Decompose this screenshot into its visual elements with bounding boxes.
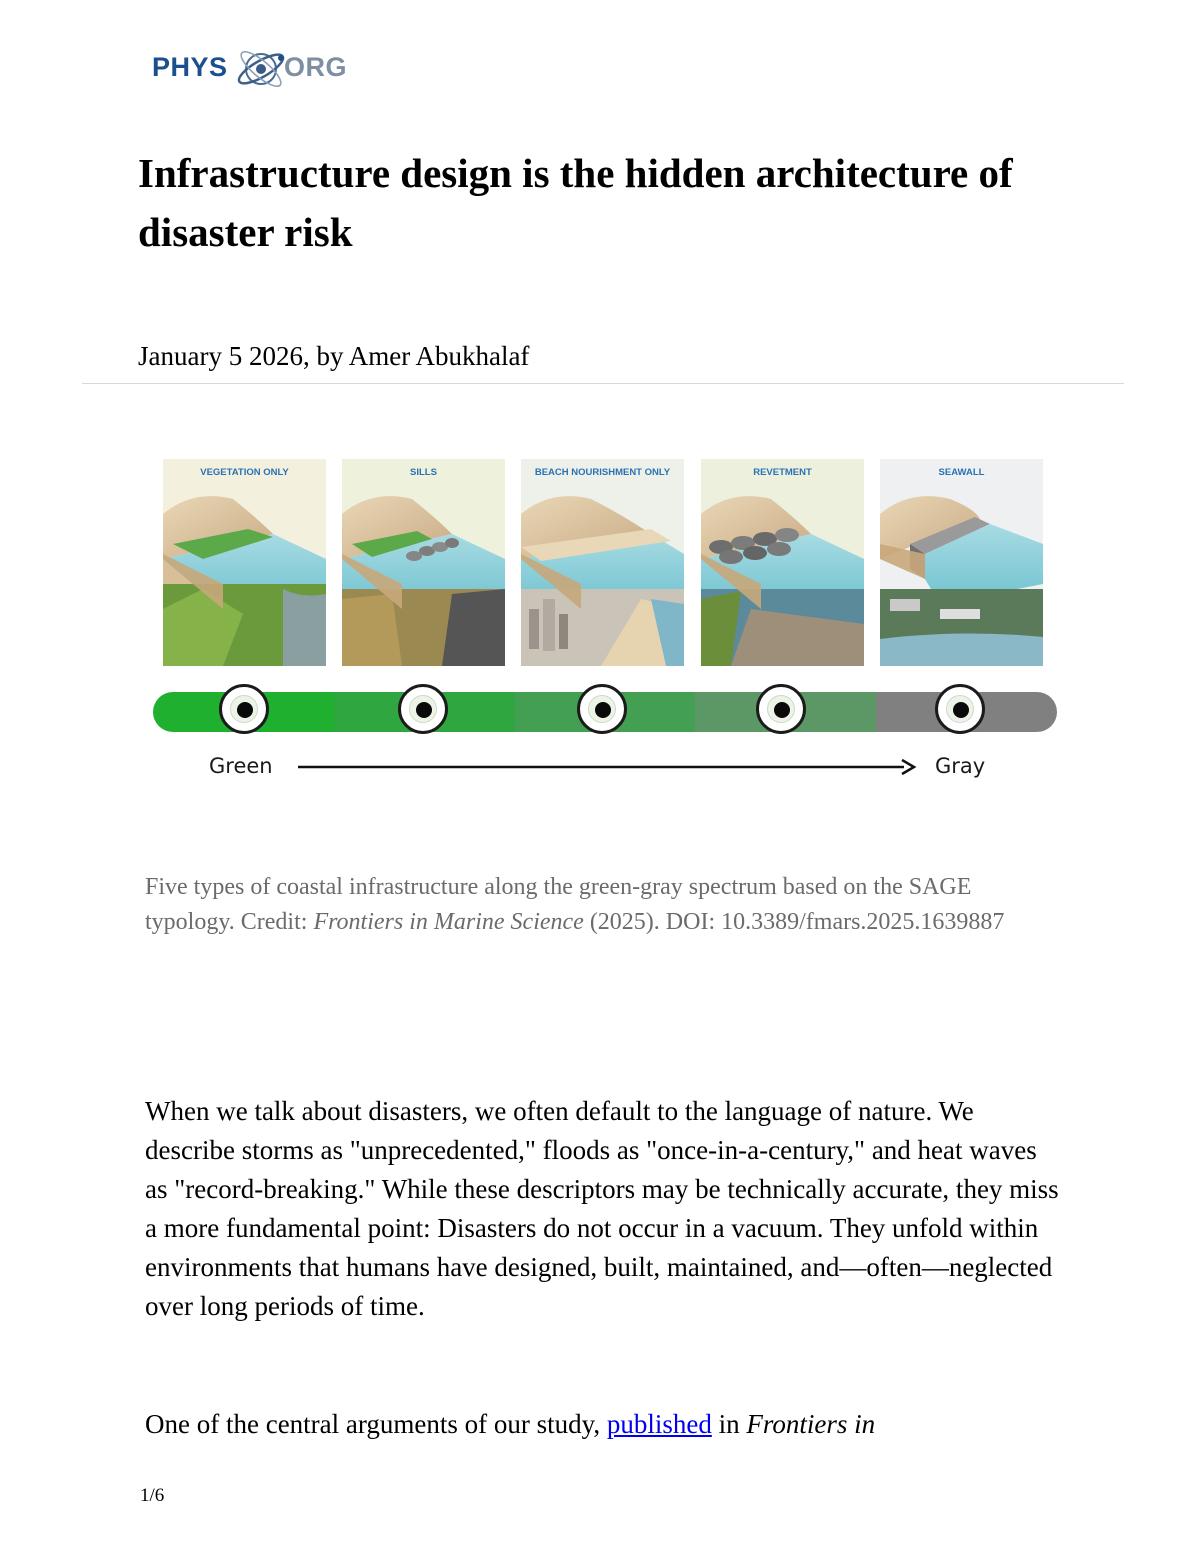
seawall-illustration: [880, 459, 1043, 666]
spectrum-marker: [935, 684, 985, 734]
panel-revetment: [701, 459, 864, 666]
vegetation-shoreline-illustration: [163, 459, 326, 666]
panel-label: SEAWALL: [938, 467, 985, 478]
phys-org-logo[interactable]: [150, 40, 360, 98]
spectrum-label-green: Green: [209, 754, 273, 778]
body-paragraph: When we talk about disasters, we often default to the language of nature. We describe storms as "unprecedented," floods as "once-in-a-century," and heat waves as "record-breaking." While these descriptors may be technically accurate, they miss a more fundamental point: Disasters do not occur in a vacuum. They unfold within environments that humans have designed, built, maintained, and—often—neglected over long periods of time.: [145, 1096, 1059, 1321]
panel-seawall: [880, 459, 1043, 666]
revetment-illustration: [701, 459, 864, 666]
caption-journal: Frontiers in Marine Science: [313, 909, 584, 935]
atom-globe-icon: [232, 40, 290, 98]
panel-label: SILLS: [410, 467, 437, 478]
panel-vegetation-only: [163, 459, 326, 666]
published-link[interactable]: published: [606, 1409, 712, 1439]
arrow-right-icon: [298, 758, 918, 776]
header-divider: [82, 383, 1124, 384]
figure-caption: Five types of coastal infrastructure along the green-gray spectrum based on the SAGE typology. Credit: Frontiers in Marine Science (2025). DOI: 10.3389/fmars.2025.1639887: [145, 874, 1005, 935]
sills-shoreline-illustration: [342, 459, 505, 666]
panel-beach-nourishment-only: [521, 459, 684, 666]
article-title: Infrastructure design is the hidden architecture of disaster risk: [138, 150, 1013, 255]
article-byline: January 5 2026, by Amer Abukhalaf: [138, 341, 530, 371]
spectrum-marker: [398, 684, 448, 734]
page-number: 1/6: [140, 1485, 165, 1506]
panel-sills: [342, 459, 505, 666]
spectrum-marker: [577, 684, 627, 734]
body-paragraph: One of the central arguments of our study, published in Frontiers in: [145, 1409, 876, 1439]
spectrum-label-gray: Gray: [935, 754, 986, 778]
article-figure: [150, 455, 1060, 795]
logo-text-org: ORG: [284, 52, 348, 82]
spectrum-marker: [219, 684, 269, 734]
panel-label: BEACH NOURISHMENT ONLY: [534, 467, 671, 478]
spectrum-marker: [756, 684, 806, 734]
logo-text-phys: PHYS: [152, 52, 228, 82]
panel-label: VEGETATION ONLY: [200, 467, 289, 478]
panel-label: REVETMENT: [753, 467, 812, 478]
beach-nourishment-illustration: [521, 459, 684, 666]
